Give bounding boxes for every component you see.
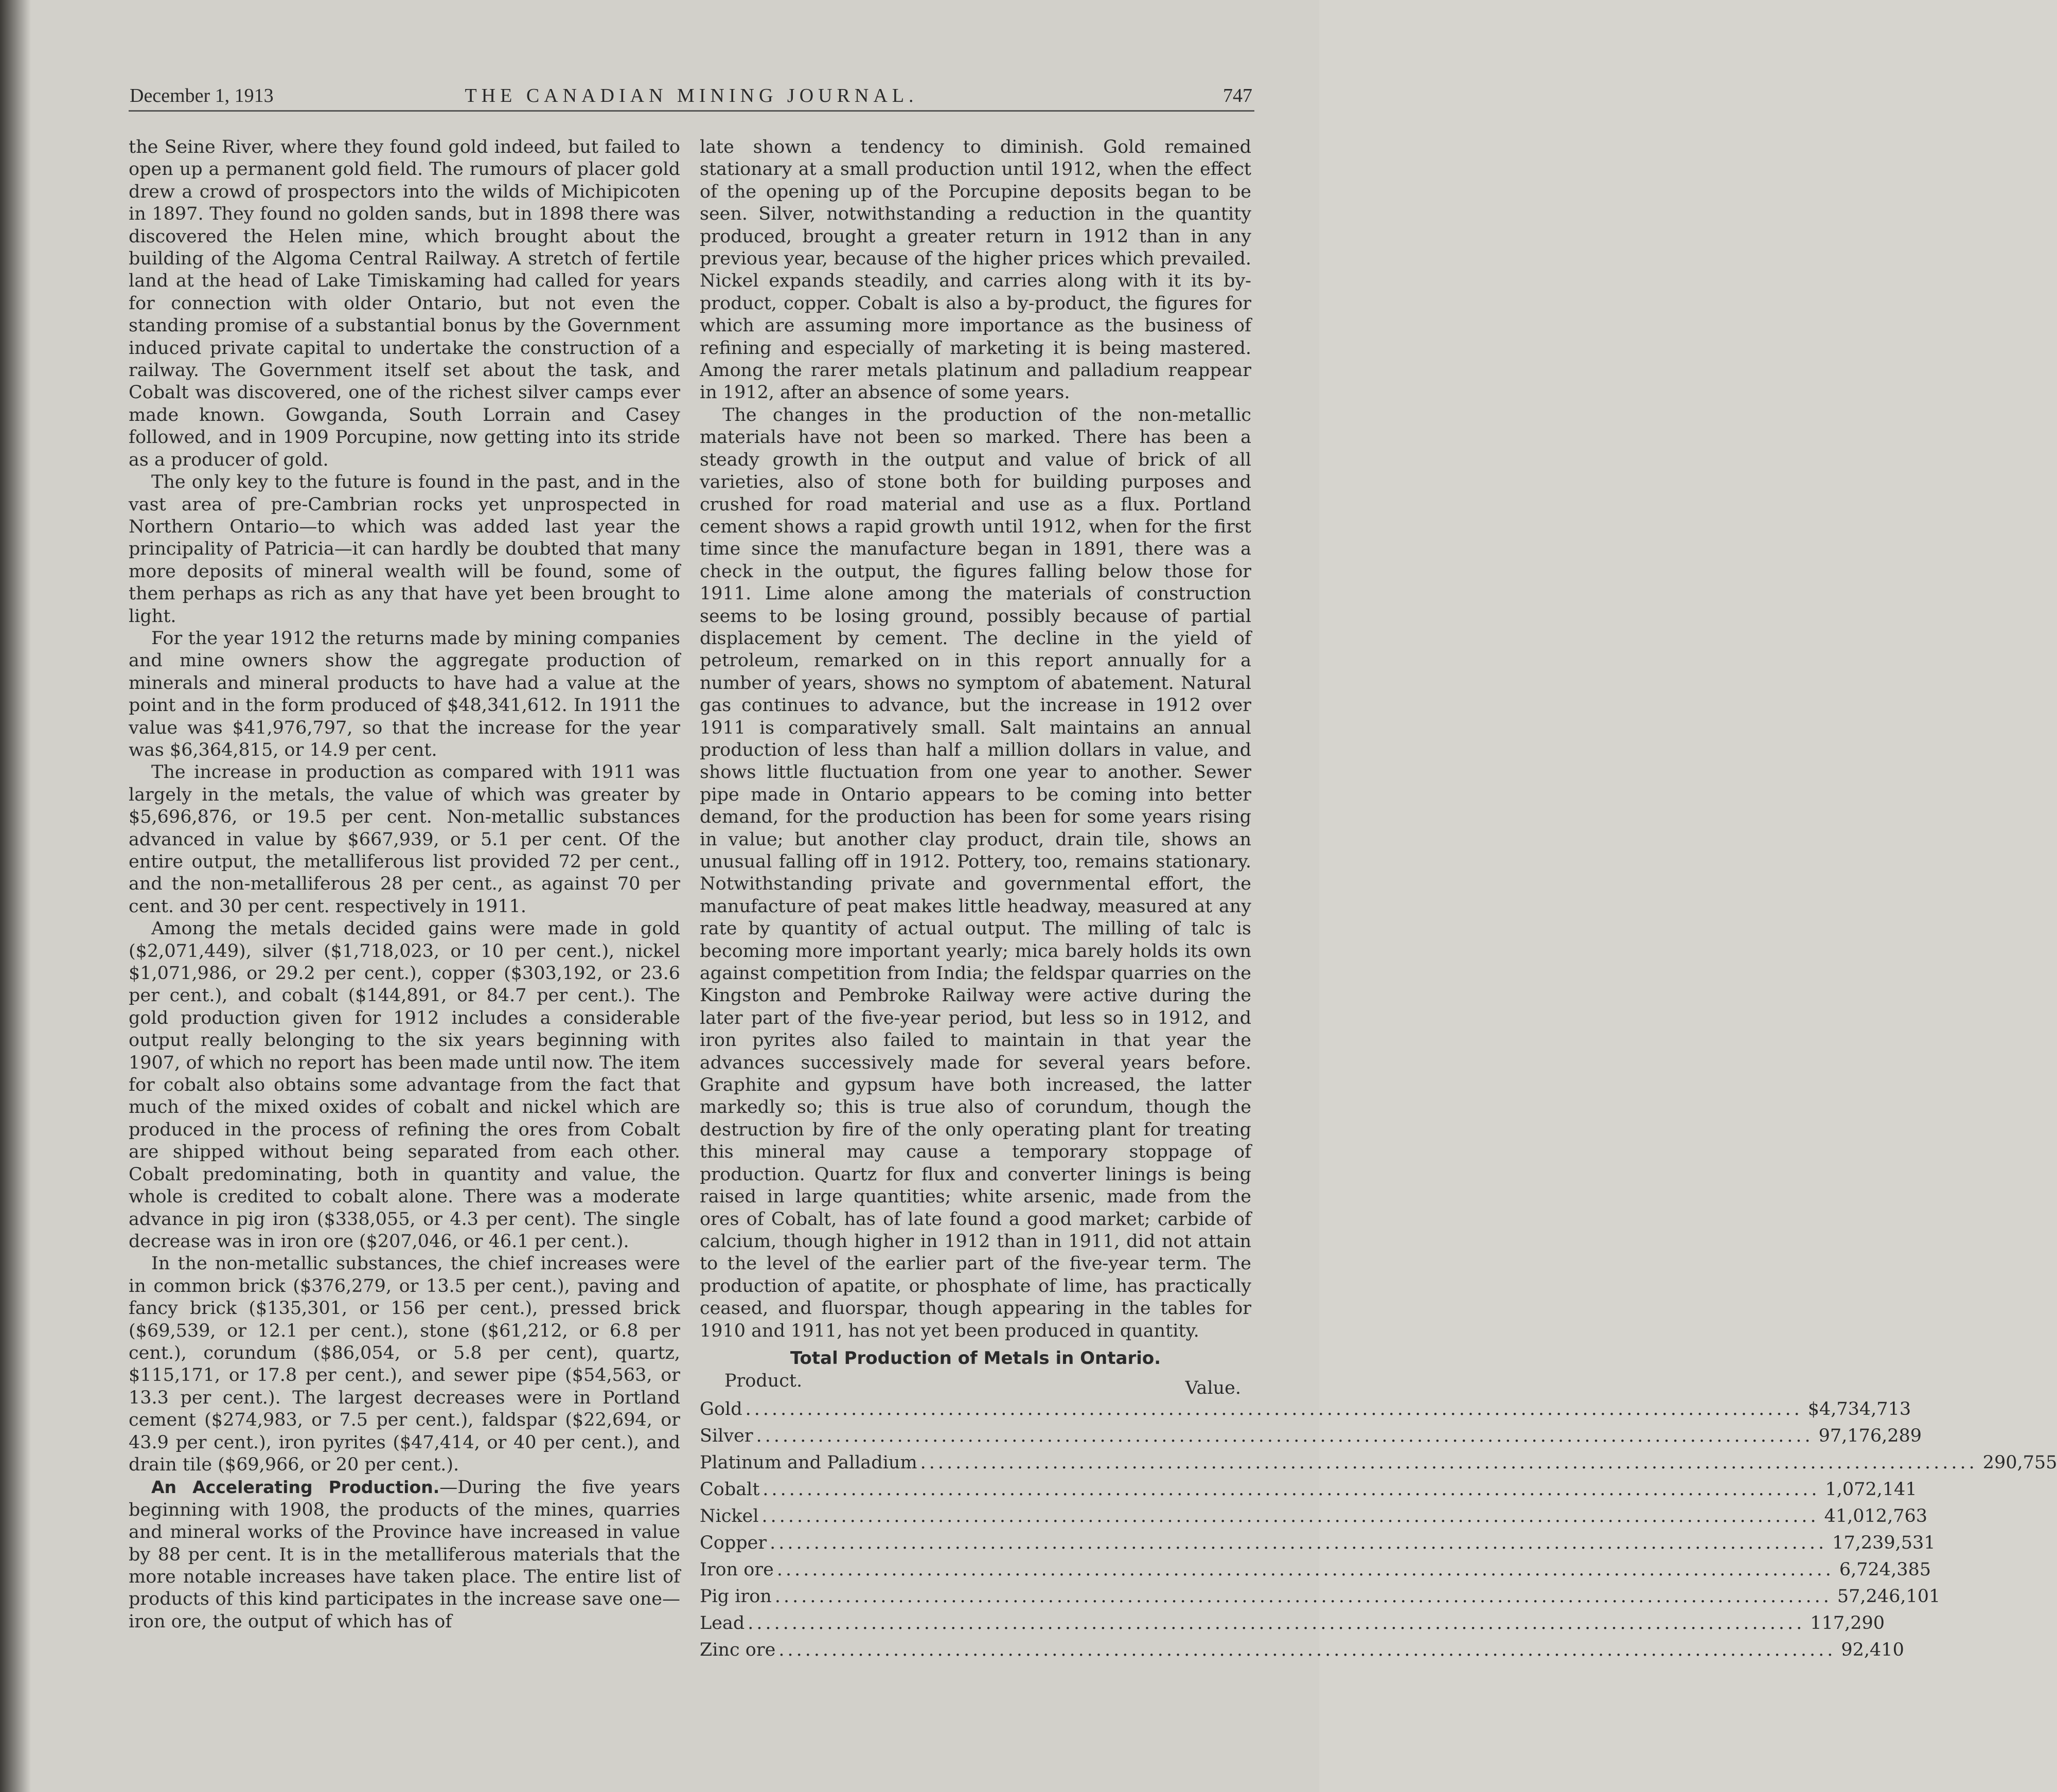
product-value: 41,012,763	[1824, 1505, 1928, 1527]
table-body	[700, 1396, 2057, 1663]
product-value: 17,239,531	[1832, 1532, 1936, 1553]
product-name: Silver	[700, 1425, 753, 1446]
product-name: Iron ore	[700, 1559, 774, 1580]
table-row	[700, 1449, 2057, 1476]
paragraph: Among the metals decided gains were made in gold ($2,071,449), silver ($1,718,023, or 10 per cent.), nickel $1,071,986, or 29.2 per cent.), copper ($303,192, or 23.6 per cent.), and cobalt ($144,891, or 84.7 per cent.). The gold production given for 1912 includes a considerable output really belonging to the six years beginning with 1907, of which no report has been made until now. The item for cobalt also obtains some advantage from the fact that much of the mixed oxides of cobalt and nickel which are produced in the process of refining the ores from Cobalt are shipped without being separated from each other. Cobalt predominating, both in quantity and value, the whole is credited to cobalt alone. There was a moderate advance in pig iron ($338,055, or 4.3 per cent). The single decrease was in iron ore ($207,046, or 46.1 per cent.).	[129, 918, 680, 1252]
leader-dots: ........................................................................................................................	[770, 1532, 1828, 1553]
product-value: $4,734,713	[1807, 1398, 1911, 1420]
section-heading: An Accelerating Production.	[151, 1477, 440, 1498]
table-row	[700, 1503, 1928, 1530]
leader-dots: ........................................................................................................................	[774, 1586, 1832, 1607]
product-name: Copper	[700, 1532, 767, 1553]
table-row	[700, 1423, 1922, 1449]
issue-date: December 1, 1913	[130, 85, 274, 107]
product-value: 6,724,385	[1839, 1559, 1931, 1580]
product-name: Zinc ore	[700, 1639, 776, 1660]
column-header-value: Value.	[1185, 1377, 1241, 1398]
product-name: Platinum and Palladium	[700, 1452, 917, 1473]
left-column	[129, 136, 680, 1633]
leader-dots: ........................................................................................................................	[748, 1612, 1805, 1634]
table-header	[700, 1370, 1251, 1396]
table-row	[700, 1556, 1931, 1583]
column-header-product: Product.	[724, 1370, 803, 1391]
product-value: 57,246,101	[1837, 1586, 1941, 1607]
paragraph: late shown a tendency to diminish. Gold remained stationary at a small production until 1912, when the effect of the opening up of the Porcupine deposits began to be seen. Silver, notwithstanding a reduction in the quantity produced, brought a greater return in 1912 than in any previous year, because of the higher prices which prevailed. Nickel expands steadily, and carries along with it its by-product, copper. Cobalt is also a by-product, the figures for which are assuming more importance as the business of refining and especially of marketing it is being mastered. Among the rarer metals platinum and palladium reappear in 1912, after an absence of some years.	[700, 137, 1251, 403]
paragraph: The only key to the future is found in the past, and in the vast area of pre-Cambrian rocks yet unprospected in Northern Ontario—to which was added last year the principality of Patricia—it can hardly be doubted that many more deposits of mineral wealth will be found, some of them perhaps as rich as any that have yet been brought to light.	[129, 472, 680, 627]
leader-dots: ........................................................................................................................	[756, 1425, 1814, 1446]
product-name: Cobalt	[700, 1479, 760, 1500]
product-value: 1,072,141	[1825, 1479, 1917, 1500]
product-value: 117,290	[1810, 1612, 1885, 1634]
right-column	[700, 136, 2057, 1663]
product-name: Lead	[700, 1612, 745, 1634]
product-name: Pig iron	[700, 1586, 772, 1607]
paragraph: For the year 1912 the returns made by mining companies and mine owners show the aggregate production of minerals and mineral products to have had a value at the point and in the form produced of $48,341,612. In 1911 the value was $41,976,797, so that the increase for the year was $6,364,815, or 14.9 per cent.	[129, 628, 680, 760]
product-value: 97,176,289	[1818, 1425, 1922, 1446]
product-name: Gold	[700, 1398, 742, 1420]
journal-title: THE CANADIAN MINING JOURNAL.	[465, 85, 918, 107]
page-number: 747	[1223, 85, 1252, 107]
product-value: 290,755	[1982, 1452, 2057, 1473]
product-value: 92,410	[1841, 1639, 1904, 1660]
paragraph: the Seine River, where they found gold indeed, but failed to open up a permanent gold field. The rumours of placer gold drew a crowd of prospectors into the wilds of Michipicoten in 1897. They found no golden sands, but in 1898 there was discovered the Helen mine, which brought about the building of the Algoma Central Railway. A stretch of fertile land at the head of Lake Timiskaming had called for years for connection with older Ontario, but not even the standing promise of a substantial bonus by the Government induced private capital to undertake the construction of a railway. The Government itself set about the task, and Cobalt was discovered, one of the richest silver camps ever made known. Gowganda, South Lorrain and Casey followed, and in 1909 Porcupine, now getting into its stride as a producer of gold.	[129, 137, 680, 470]
paragraph: The changes in the production of the non-metallic materials have not been so marked. There has been a steady growth in the output and value of brick of all varieties, also of stone both for building purposes and crushed for road material and use as a flux. Portland cement shows a rapid growth until 1912, when for the first time since the manufacture began in 1891, there was a check in the output, the figures falling below those for 1911. Lime alone among the materials of construction seems to be losing ground, possibly because of partial displacement by cement. The decline in the yield of petroleum, remarked on in this report annually for a number of years, shows no symptom of abatement. Natural gas continues to advance, but the increase in 1912 over 1911 is comparatively small. Salt maintains an annual production of less than half a million dollars in value, and shows little fluctuation from one year to another. Sewer pipe made in Ontario appears to be coming into better demand, for the production has been for some years rising in value; but another clay product, drain tile, shows an unusual falling off in 1912. Pottery, too, remains stationary. Notwithstanding private and governmental effort, the manufacture of peat makes little headway, measured at any rate by quantity of actual output. The milling of talc is becoming more important yearly; mica barely holds its own against competition from India; the feldspar quarries on the Kingston and Pembroke Railway were active during the later part of the five-year period, but less so in 1912, and iron pyrites also failed to maintain in that year the advances successively made for several years before. Graphite and gypsum have both increased, the latter markedly so; this is true also of corundum, though the destruction by fire of the only operating plant for treating this mineral may cause a temporary stoppage of production. Quartz for flux and converter linings is being raised in large quantities; white arsenic, made from the ores of Cobalt, has of late found a good market; carbide of calcium, though higher in 1912 than in 1911, did not attain to the level of the earlier part of the five-year term. The production of apatite, or phosphate of lime, has practically ceased, and fluorspar, though appearing in the tables for 1910 and 1911, has not yet been produced in quantity.	[700, 404, 1251, 1341]
section-text: —During the five years beginning with 1908, the products of the mines, quarries and mineral works of the Province have increased in value by 88 per cent. It is in the metalliferous materials that the more notable increases have taken place. The entire list of products of this kind participates in the increase save one—iron ore, the output of which has of	[129, 1477, 680, 1632]
paragraph: The increase in production as compared with 1911 was largely in the metals, the value of which was greater by $5,696,876, or 19.5 per cent. Non-metallic substances advanced in value by $667,939, or 5.1 per cent. Of the entire output, the metalliferous list provided 72 per cent., and the non-metalliferous 28 per cent., as against 70 per cent. and 30 per cent. respectively in 1911.	[129, 762, 680, 917]
section-paragraph	[129, 1476, 680, 1633]
leader-dots: ........................................................................................................................	[776, 1559, 1834, 1580]
leader-dots: ........................................................................................................................	[745, 1398, 1803, 1420]
table-row	[700, 1530, 1936, 1556]
table-row	[700, 1637, 1904, 1663]
metals-table	[700, 1346, 2057, 1663]
table-row	[700, 1396, 1911, 1423]
page-header	[129, 79, 1254, 112]
product-name: Nickel	[700, 1505, 759, 1527]
leader-dots: ........................................................................................................................	[761, 1505, 1819, 1527]
table-row	[700, 1583, 1941, 1610]
leader-dots: ........................................................................................................................	[778, 1639, 1836, 1660]
table-title: Total Production of Metals in Ontario.	[790, 1347, 1161, 1369]
table-row	[700, 1476, 1917, 1503]
leader-dots: ........................................................................................................................	[920, 1452, 1978, 1473]
table-row	[700, 1610, 1885, 1637]
paragraph: In the non-metallic substances, the chief increases were in common brick ($376,279, or 13.5 per cent.), paving and fancy brick ($135,301, or 156 per cent.), pressed brick ($69,539, or 12.1 per cent.), stone ($61,212, or 6.8 per cent.), corundum ($86,054, or 5.8 per cent), quartz, $115,171, or 17.8 per cent.), and sewer pipe ($54,563, or 13.3 per cent.). The largest decreases were in Portland cement ($274,983, or 7.5 per cent.), faldspar ($22,694, or 43.9 per cent.), iron pyrites ($47,414, or 40 per cent.), and drain tile ($69,966, or 20 per cent.).	[129, 1253, 680, 1475]
leader-dots: ........................................................................................................................	[762, 1479, 1820, 1500]
